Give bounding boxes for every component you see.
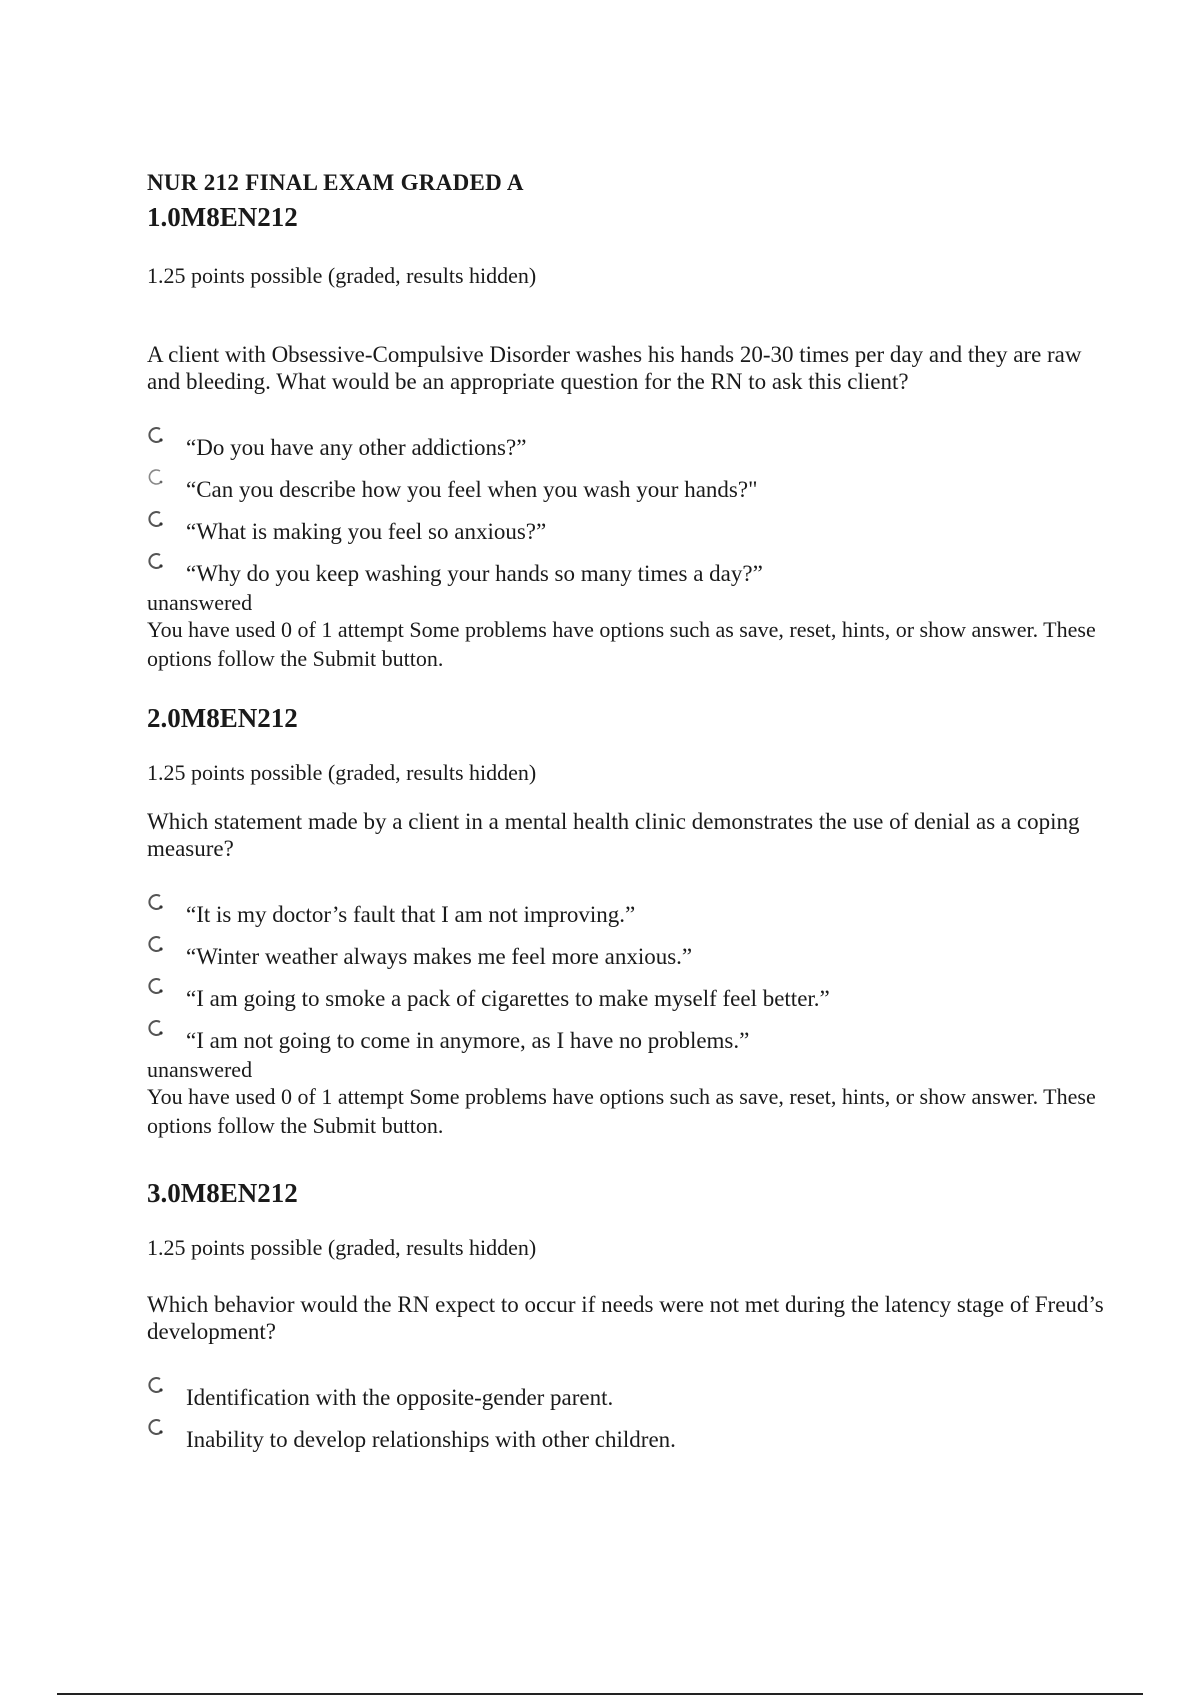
answer-option[interactable]	[147, 507, 1107, 549]
question-prompt: A client with Obsessive-Compulsive Disorder washes his hands 20-30 times per day and they are raw and bleeding. What would be an appropriate question for the RN to ask this client?	[147, 342, 1082, 394]
radio-button-icon[interactable]	[147, 976, 165, 998]
question-2	[147, 703, 1107, 1140]
option-label: “I am going to smoke a pack of cigarettes to make myself feel better.”	[186, 986, 830, 1011]
radio-button-icon[interactable]	[147, 1018, 165, 1040]
answer-option[interactable]	[147, 890, 1107, 932]
option-label: Inability to develop relationships with other children.	[186, 1427, 676, 1452]
points-possible: 1.25 points possible (graded, results hidden)	[147, 760, 537, 785]
option-label: “What is making you feel so anxious?”	[186, 519, 547, 544]
option-label: “Winter weather always makes me feel more anxious.”	[186, 944, 693, 969]
answer-option[interactable]	[147, 974, 1107, 1016]
option-label: “It is my doctor’s fault that I am not improving.”	[186, 902, 636, 927]
answer-option[interactable]	[147, 423, 1107, 465]
answer-option[interactable]	[147, 1016, 1107, 1058]
radio-button-icon[interactable]	[147, 551, 165, 573]
answer-status: unanswered	[147, 1057, 253, 1082]
question-header: 2.0M8EN212	[147, 703, 298, 733]
option-label: “Do you have any other addictions?”	[186, 435, 527, 460]
answer-option[interactable]	[147, 465, 1107, 507]
answer-options	[147, 890, 1107, 1058]
points-possible: 1.25 points possible (graded, results hidden)	[147, 1235, 537, 1260]
radio-button-icon[interactable]	[147, 425, 165, 447]
question-3	[147, 1178, 1107, 1457]
attempts-info: You have used 0 of 1 attempt Some problems have options such as save, reset, hints, or show answer. These options follow the Submit button.	[147, 1084, 1096, 1138]
answer-option[interactable]	[147, 1373, 1107, 1415]
document-title: NUR 212 FINAL EXAM GRADED A	[147, 170, 524, 195]
option-label: “Why do you keep washing your hands so many times a day?”	[186, 561, 763, 586]
answer-options	[147, 423, 1107, 591]
answer-option[interactable]	[147, 932, 1107, 974]
option-label: “I am not going to come in anymore, as I have no problems.”	[186, 1028, 750, 1053]
question-1	[147, 202, 1107, 673]
option-label: “Can you describe how you feel when you wash your hands?"	[186, 477, 758, 502]
radio-button-icon[interactable]	[147, 1417, 165, 1439]
radio-button-icon[interactable]	[147, 509, 165, 531]
question-header: 3.0M8EN212	[147, 1178, 298, 1208]
question-prompt: Which statement made by a client in a mental health clinic demonstrates the use of denial as a coping measure?	[147, 809, 1080, 861]
points-possible: 1.25 points possible (graded, results hidden)	[147, 263, 537, 288]
exam-page	[147, 170, 1107, 1457]
answer-option[interactable]	[147, 1415, 1107, 1457]
answer-options	[147, 1373, 1107, 1457]
footer-divider	[57, 1693, 1143, 1695]
radio-button-icon[interactable]	[147, 934, 165, 956]
question-header: 1.0M8EN212	[147, 202, 298, 232]
attempts-info: You have used 0 of 1 attempt Some problems have options such as save, reset, hints, or show answer. These options follow the Submit button.	[147, 617, 1096, 671]
radio-button-icon[interactable]	[147, 892, 165, 914]
option-label: Identification with the opposite-gender parent.	[186, 1385, 614, 1410]
answer-status: unanswered	[147, 590, 253, 615]
question-prompt: Which behavior would the RN expect to occur if needs were not met during the latency stage of Freud’s development?	[147, 1292, 1104, 1344]
radio-button-icon[interactable]	[147, 467, 165, 489]
radio-button-icon[interactable]	[147, 1375, 165, 1397]
answer-option[interactable]	[147, 549, 1107, 591]
